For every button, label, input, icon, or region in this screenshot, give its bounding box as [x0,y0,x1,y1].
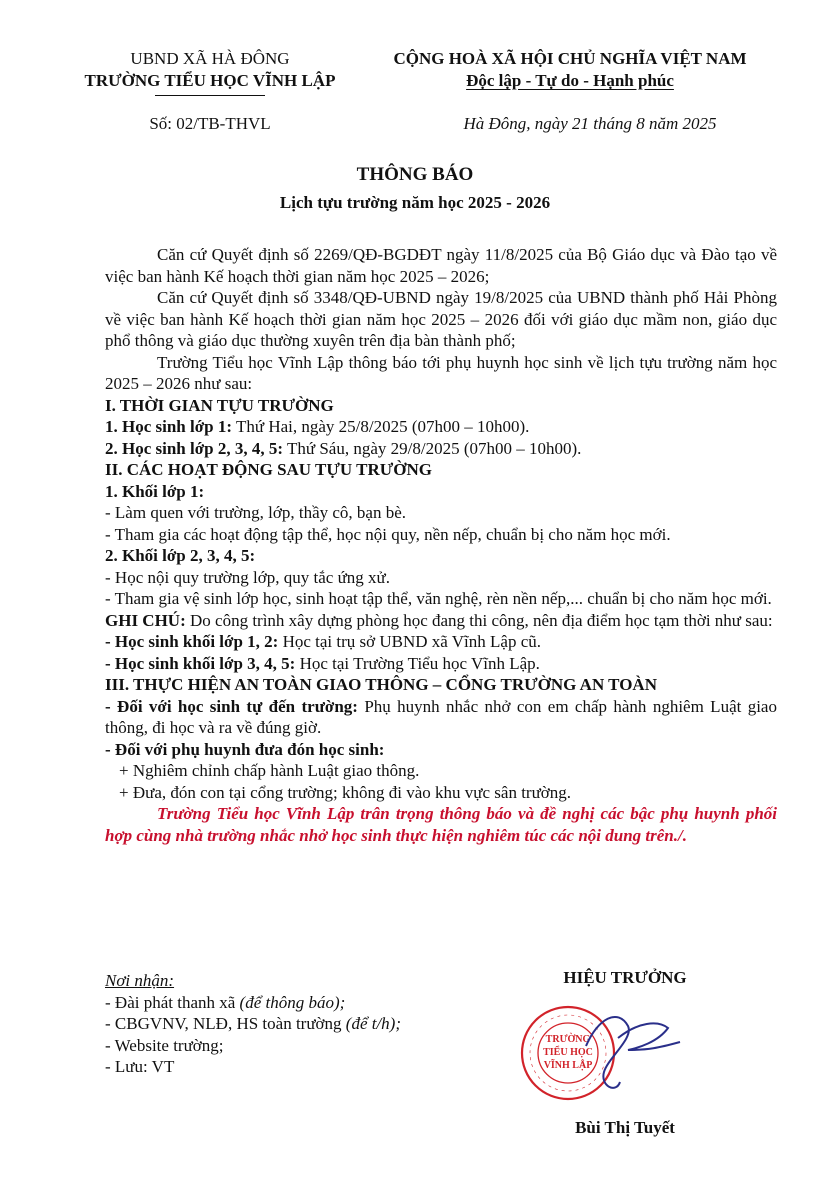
stamp-line-3: VĨNH LẬP [543,1060,593,1071]
schedule-grade-2-5-text: Thứ Sáu, ngày 29/8/2025 (07h00 – 10h00). [283,438,582,458]
list-item: + Đưa, đón con tại cổng trường; không đi vào khu vực sân trường. [119,782,572,802]
recipient-text: - CBGVNV, NLĐ, HS toàn trường [105,1014,346,1033]
list-item: - Làm quen với trường, lớp, thầy cô, bạn bè. [105,503,407,522]
parent-dropoff-label: - Đối với phụ huynh đưa đón học sinh: [105,739,385,759]
official-stamp-and-signature [508,998,688,1108]
group-1-heading: 1. Khối lớp 1: [105,481,205,501]
note-text: Do công trình xây dựng phòng học đang thi công, nên địa điểm học tạm thời như sau: [185,610,773,630]
signatory-name: Bùi Thị Tuyết [575,1118,675,1137]
group-2-heading: 2. Khối lớp 2, 3, 4, 5: [105,546,256,565]
section-3-heading: III. THỰC HIỆN AN TOÀN GIAO THÔNG – CỔNG TRƯỜNG AN TOÀN [105,675,657,694]
date-place: Hà Đông, ngày 21 tháng 8 năm 2025 [463,114,717,133]
location-1-text: Học tại trụ sở UBND xã Vĩnh Lập cũ. [278,632,541,651]
list-item: - Tham gia vệ sinh lớp học, sinh hoạt tập thể, văn nghệ, rèn nền nếp,... chuẩn bị cho năm học mới. [105,589,772,608]
legal-basis-2: Căn cứ Quyết định số 3348/QĐ-UBND ngày 19/8/2025 của UBND thành phố Hải Phòng về việc ban hành Kế hoạch thời gian năm học 2025 – 2026 đối với giáo dục mầm non, giáo dục phổ thông và giáo dục thường xuyên trên địa bàn thành phố; [105,288,777,350]
note-label: GHI CHÚ: [105,610,186,630]
schedule-grade-1-label: 1. Học sinh lớp 1: [105,417,233,436]
self-commute-note [105,696,777,739]
closing-statement: Trường Tiểu học Vĩnh Lập trân trọng thông báo và đề nghị các bậc phụ huynh phối hợp cùng nhà trường nhắc nhở học sinh thực hiện nghiêm túc các nội dung trên./. [105,804,777,845]
recipient-item [105,992,545,1014]
recipients-label: Nơi nhận: [105,971,175,990]
self-commute-label: - Đối với học sinh tự đến trường: [105,696,358,716]
recipient-item: - Website trường; [105,1035,224,1055]
location-2-text: Học tại Trường Tiểu học Vĩnh Lập. [295,653,540,673]
school-seal [522,1007,614,1099]
nation-title: CỘNG HOÀ XÃ HỘI CHỦ NGHĨA VIỆT NAM [393,49,747,68]
recipient-item [105,1013,545,1035]
handwritten-signature [586,1017,680,1088]
schedule-grade-2-5-label: 2. Học sinh lớp 2, 3, 4, 5: [105,438,284,458]
recipient-text: - Đài phát thanh xã [105,992,240,1012]
note [105,610,777,632]
schedule-grade-1-text: Thứ Hai, ngày 25/8/2025 (07h00 – 10h00). [232,417,530,436]
header-underline [155,95,265,96]
list-item: + Nghiêm chỉnh chấp hành Luật giao thông. [119,761,420,780]
national-motto: Độc lập - Tự do - Hạnh phúc [466,71,674,90]
school-name: TRƯỜNG TIỂU HỌC VĨNH LẬP [84,71,336,90]
location-1 [105,631,777,653]
section-2-heading: II. CÁC HOẠT ĐỘNG SAU TỰU TRƯỜNG [105,460,432,479]
schedule-grade-1 [105,416,777,438]
list-item: - Học nội quy trường lớp, quy tắc ứng xử. [105,567,390,587]
self-commute-text: Phụ huynh nhắc nhở con em chấp hành nghiêm Luật giao thông, đi học và ra về đúng giờ. [105,696,777,737]
section-1-heading: I. THỜI GIAN TỰU TRƯỜNG [105,395,334,415]
list-item: - Tham gia các hoạt động tập thể, học nội quy, nền nếp, chuẩn bị cho năm học mới. [105,524,671,544]
announcement-intro: Trường Tiểu học Vĩnh Lập thông báo tới phụ huynh học sinh về lịch tựu trường năm học 2025 – 2026 như sau: [105,352,777,393]
recipient-note: (để t/h); [345,1014,402,1033]
stamp-line-1: TRƯỜNG [545,1034,591,1045]
signatory-title: HIỆU TRƯỞNG [563,968,687,987]
document-body [105,244,777,846]
legal-basis-1: Căn cứ Quyết định số 2269/QĐ-BGDĐT ngày 11/8/2025 của Bộ Giáo dục và Đào tạo về việc ban hành Kế hoạch thời gian năm học 2025 – 2026; [105,245,777,286]
schedule-grade-2-5 [105,438,777,460]
location-2 [105,653,777,675]
recipient-item: - Lưu: VT [105,1057,175,1076]
national-header [360,48,780,92]
document-title: THÔNG BÁO [356,164,474,185]
location-1-label: - Học sinh khối lớp 1, 2: [105,632,279,651]
location-2-label: - Học sinh khối lớp 3, 4, 5: [105,653,296,673]
stamp-line-2: TIỂU HỌC [543,1047,593,1058]
document-subtitle: Lịch tựu trường năm học 2025 - 2026 [279,193,551,212]
document-number: Số: 02/TB-THVL [149,114,271,133]
recipients-block [105,970,545,1078]
recipient-note: (để thông báo); [239,992,346,1012]
issuing-organization [60,48,360,96]
parent-org: UBND XÃ HÀ ĐÔNG [130,49,290,68]
